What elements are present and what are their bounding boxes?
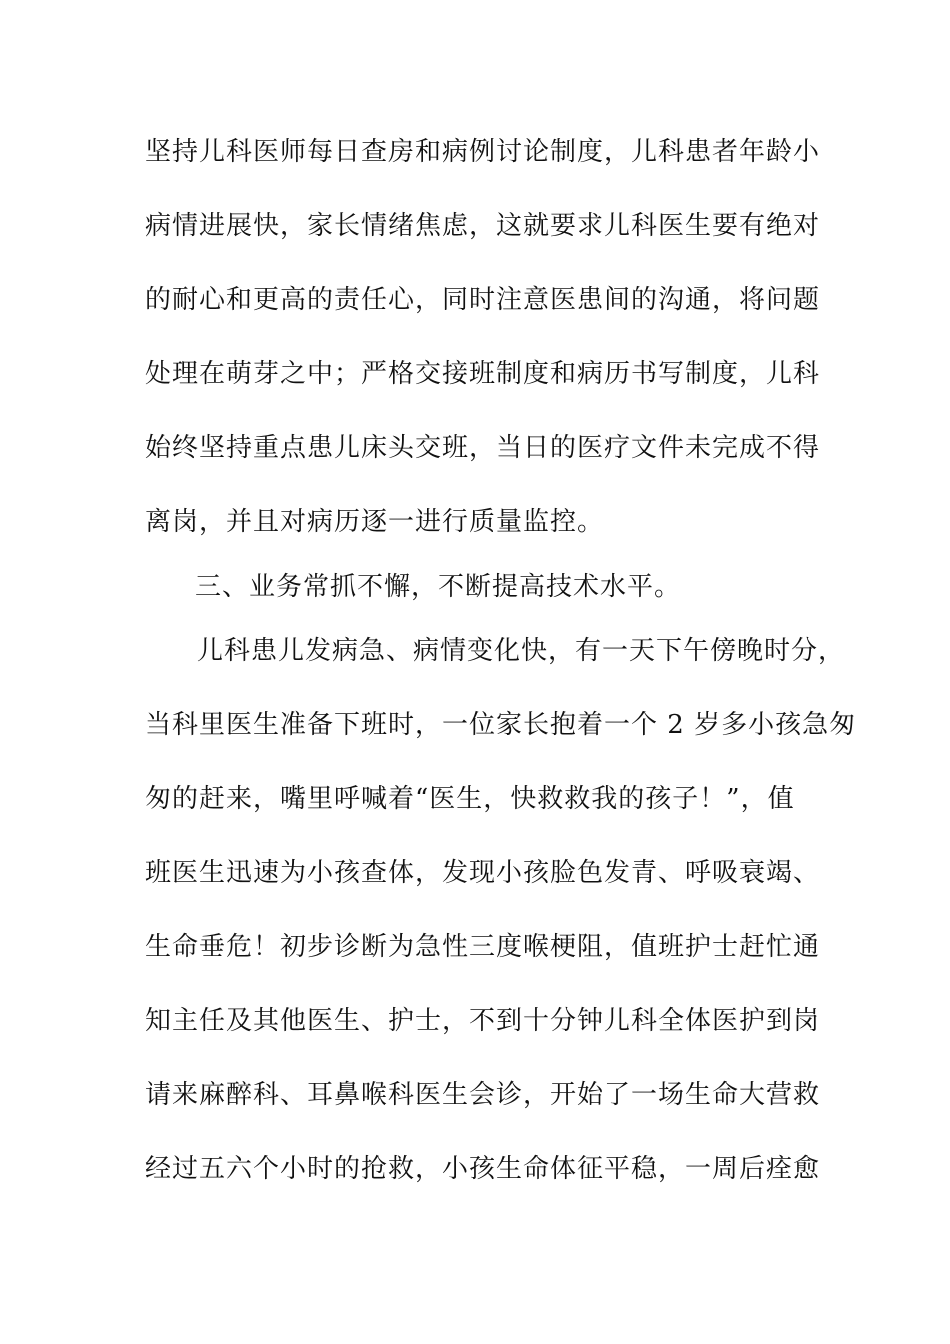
paragraph-line: 始终坚持重点患儿床头交班，当日的医疗文件未完成不得 xyxy=(145,433,821,463)
paragraph-line: 离岗，并且对病历逐一进行质量监控。 xyxy=(145,507,605,537)
paragraph-line: 处理在萌芽之中；严格交接班制度和病历书写制度，儿科 xyxy=(145,359,821,389)
paragraph-line: 当科里医生准备下班时，一位家长抱着一个 2 岁多小孩急匆 xyxy=(145,710,857,740)
paragraph-line: 生命垂危！初步诊断为急性三度喉梗阻，值班护士赶忙通 xyxy=(145,932,821,962)
paragraph-line: 坚持儿科医师每日查房和病例讨论制度，儿科患者年龄小 xyxy=(145,137,821,167)
paragraph-line: 病情进展快，家长情绪焦虑，这就要求儿科医生要有绝对 xyxy=(145,211,821,241)
paragraph-line: 请来麻醉科、耳鼻喉科医生会诊，开始了一场生命大营救 xyxy=(145,1080,821,1110)
paragraph-line: 经过五六个小时的抢救，小孩生命体征平稳，一周后痊愈 xyxy=(145,1154,821,1184)
paragraph-line: 知主任及其他医生、护士，不到十分钟儿科全体医护到岗 xyxy=(145,1006,821,1036)
paragraph-line: 班医生迅速为小孩查体，发现小孩脸色发青、呼吸衰竭、 xyxy=(145,858,821,888)
paragraph-line: 匆的赶来，嘴里呼喊着“医生，快救救我的孩子！”，值 xyxy=(145,784,795,814)
section-heading: 三、业务常抓不懈，不断提高技术水平。 xyxy=(195,572,682,602)
paragraph-line: 儿科患儿发病急、病情变化快，有一天下午傍晚时分， xyxy=(197,636,846,666)
paragraph-line: 的耐心和更高的责任心，同时注意医患间的沟通，将问题 xyxy=(145,285,821,315)
